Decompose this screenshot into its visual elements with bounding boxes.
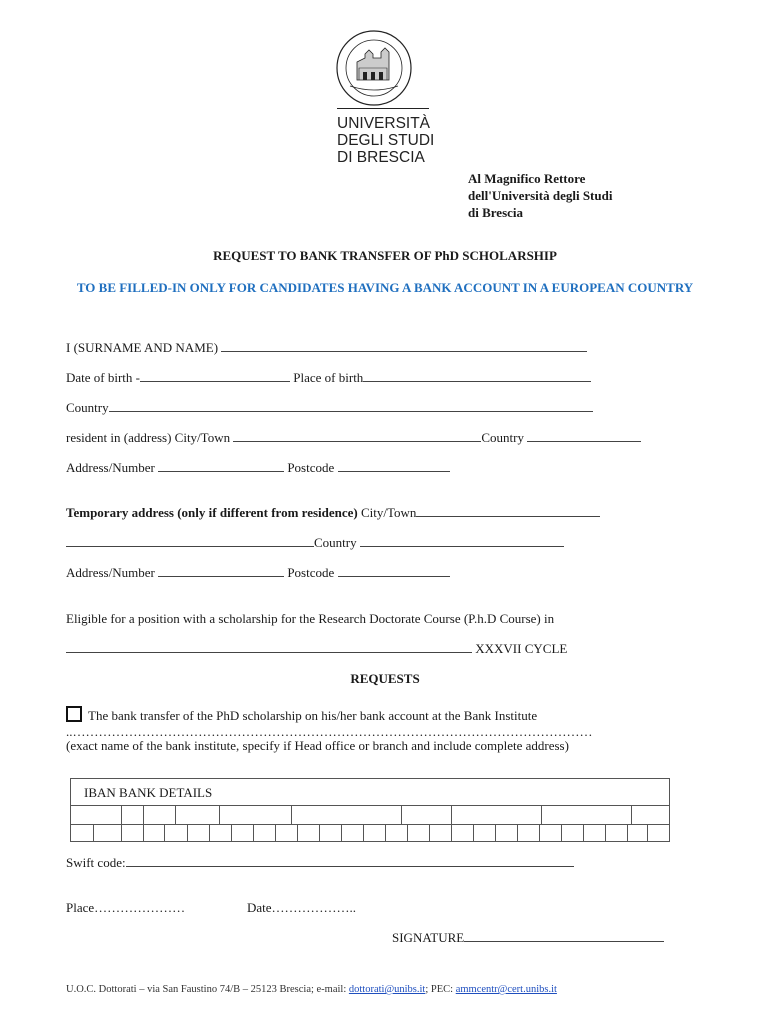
place-of-birth-label: Place of birth: [290, 370, 364, 385]
surname-name-line[interactable]: [221, 340, 587, 352]
university-line-3: DI BRESCIA: [337, 149, 425, 166]
iban-cell[interactable]: [541, 806, 542, 824]
iban-row-2[interactable]: [71, 824, 669, 842]
temp-address-row: [66, 565, 450, 581]
birth-field-row: [66, 370, 591, 386]
footer: [66, 984, 557, 995]
iban-cell[interactable]: [291, 806, 292, 824]
country-field: [66, 400, 593, 416]
temporary-address-row: [66, 505, 600, 521]
bank-name-dots[interactable]: ..…………………………………………………………………………………………………………: [66, 724, 593, 739]
bank-transfer-label: The bank transfer of the PhD scholarship on his/her bank account at the Bank Institute: [88, 708, 538, 723]
iban-cell[interactable]: [647, 824, 648, 842]
temp-address-number-label: Address/Number: [66, 565, 159, 580]
bank-transfer-checkbox[interactable]: [66, 706, 82, 722]
course-row: [66, 641, 567, 657]
iban-cell[interactable]: [401, 806, 402, 824]
iban-cell[interactable]: [219, 806, 220, 824]
temp-address-number-line[interactable]: [158, 565, 284, 577]
date-of-birth-line[interactable]: [140, 370, 290, 382]
iban-cell[interactable]: [253, 824, 254, 842]
seal-icon: [335, 28, 435, 108]
iban-cell[interactable]: [275, 824, 276, 842]
iban-cell[interactable]: [539, 824, 540, 842]
resident-city-line[interactable]: [233, 430, 481, 442]
date-of-birth-label: Date of birth -: [66, 370, 141, 385]
iban-cell[interactable]: [164, 824, 165, 842]
address-number-label: Address/Number: [66, 460, 159, 475]
address-row: [66, 460, 450, 476]
iban-cell[interactable]: [605, 824, 606, 842]
signature-label: SIGNATURE: [392, 930, 465, 945]
university-line-1: UNIVERSITÀ: [337, 115, 431, 132]
footer-pec-label: ; PEC:: [425, 984, 456, 995]
resident-country-label: Country: [481, 430, 528, 445]
iban-cell[interactable]: [517, 824, 518, 842]
iban-cell[interactable]: [93, 824, 94, 842]
temp-postcode-label: Postcode: [284, 565, 338, 580]
surname-name-field[interactable]: [66, 340, 587, 356]
swift-row: [66, 855, 574, 871]
recipient-line-2: dell'Università degli Studi: [468, 188, 613, 203]
iban-cell[interactable]: [495, 824, 496, 842]
postcode-line[interactable]: [338, 460, 450, 472]
country-line[interactable]: [109, 400, 593, 412]
iban-cell[interactable]: [231, 824, 232, 842]
iban-cell[interactable]: [561, 824, 562, 842]
recipient-line-3: di Brescia: [468, 205, 524, 220]
footer-pec-link[interactable]: ammcentr@cert.unibs.it: [455, 984, 557, 995]
iban-cell[interactable]: [297, 824, 298, 842]
temp-postcode-line[interactable]: [338, 565, 450, 577]
iban-row-1[interactable]: [71, 806, 669, 825]
iban-cell[interactable]: [143, 824, 144, 842]
course-line[interactable]: [66, 641, 472, 653]
bank-name-note: (exact name of the bank institute, specify if Head office or branch and include complete address): [66, 738, 569, 753]
requests-heading: REQUESTS: [350, 671, 420, 686]
iban-cell[interactable]: [583, 824, 584, 842]
temporary-address-label: Temporary address (only if different from residence): [66, 505, 358, 520]
resident-country-line[interactable]: [527, 430, 641, 442]
iban-cell[interactable]: [341, 824, 342, 842]
resident-city-label: resident in (address) City/Town: [66, 430, 234, 445]
swift-line[interactable]: [126, 855, 574, 867]
iban-cell[interactable]: [429, 824, 430, 842]
temp-country-row: [66, 535, 564, 551]
footer-address: U.O.C. Dottorati – via San Faustino 74/B – 25123 Brescia; e-mail:: [66, 984, 349, 995]
temp-country-line[interactable]: [360, 535, 564, 547]
iban-table: [70, 778, 670, 842]
document-title: REQUEST TO BANK TRANSFER OF PhD SCHOLARSHIP: [213, 248, 557, 263]
iban-cell[interactable]: [363, 824, 364, 842]
iban-cell[interactable]: [143, 806, 144, 824]
temp-city-line[interactable]: [416, 505, 600, 517]
footer-email-link[interactable]: dottorati@unibs.it: [348, 984, 426, 995]
recipient-address: [468, 170, 612, 221]
iban-cell[interactable]: [209, 824, 210, 842]
temp-city-label: City/Town: [357, 505, 417, 520]
signature-row: [392, 930, 664, 946]
postcode-label: Postcode: [284, 460, 338, 475]
signature-line[interactable]: [464, 930, 664, 942]
iban-cell[interactable]: [473, 824, 474, 842]
eligible-text: Eligible for a position with a scholarship for the Research Doctorate Course (P.h.D Course) in: [66, 611, 555, 626]
iban-cell[interactable]: [451, 806, 452, 824]
iban-cell[interactable]: [187, 824, 188, 842]
cycle-label: XXXVII CYCLE: [472, 641, 568, 656]
university-line-2: DEGLI STUDI: [337, 132, 435, 149]
logo-rule: [337, 108, 429, 109]
iban-cell[interactable]: [627, 824, 628, 842]
residence-row: [66, 430, 641, 446]
temp-city-line-continued[interactable]: [66, 535, 314, 547]
iban-cell[interactable]: [385, 824, 386, 842]
iban-cell[interactable]: [175, 806, 176, 824]
place-of-birth-line[interactable]: [363, 370, 591, 382]
place-field[interactable]: Place…………………: [66, 900, 186, 915]
iban-cell[interactable]: [631, 806, 632, 824]
iban-cell[interactable]: [121, 806, 122, 824]
iban-cell[interactable]: [407, 824, 408, 842]
bank-transfer-row: [66, 706, 537, 724]
temp-country-label: Country: [314, 535, 360, 550]
surname-name-label: I (SURNAME AND NAME): [66, 340, 222, 355]
iban-heading: IBAN BANK DETAILS: [71, 779, 669, 806]
iban-cell[interactable]: [121, 824, 122, 842]
iban-cell[interactable]: [451, 824, 452, 842]
address-number-line[interactable]: [158, 460, 284, 472]
country-label: Country: [66, 400, 109, 415]
recipient-line-1: Al Magnifico Rettore: [468, 171, 586, 186]
university-seal: [335, 28, 435, 113]
iban-cell[interactable]: [319, 824, 320, 842]
document-subtitle: TO BE FILLED-IN ONLY FOR CANDIDATES HAVING A BANK ACCOUNT IN A EUROPEAN COUNTRY: [76, 280, 694, 295]
swift-label: Swift code:: [66, 855, 126, 870]
date-field[interactable]: Date………………..: [247, 900, 357, 915]
university-name: [337, 108, 447, 166]
